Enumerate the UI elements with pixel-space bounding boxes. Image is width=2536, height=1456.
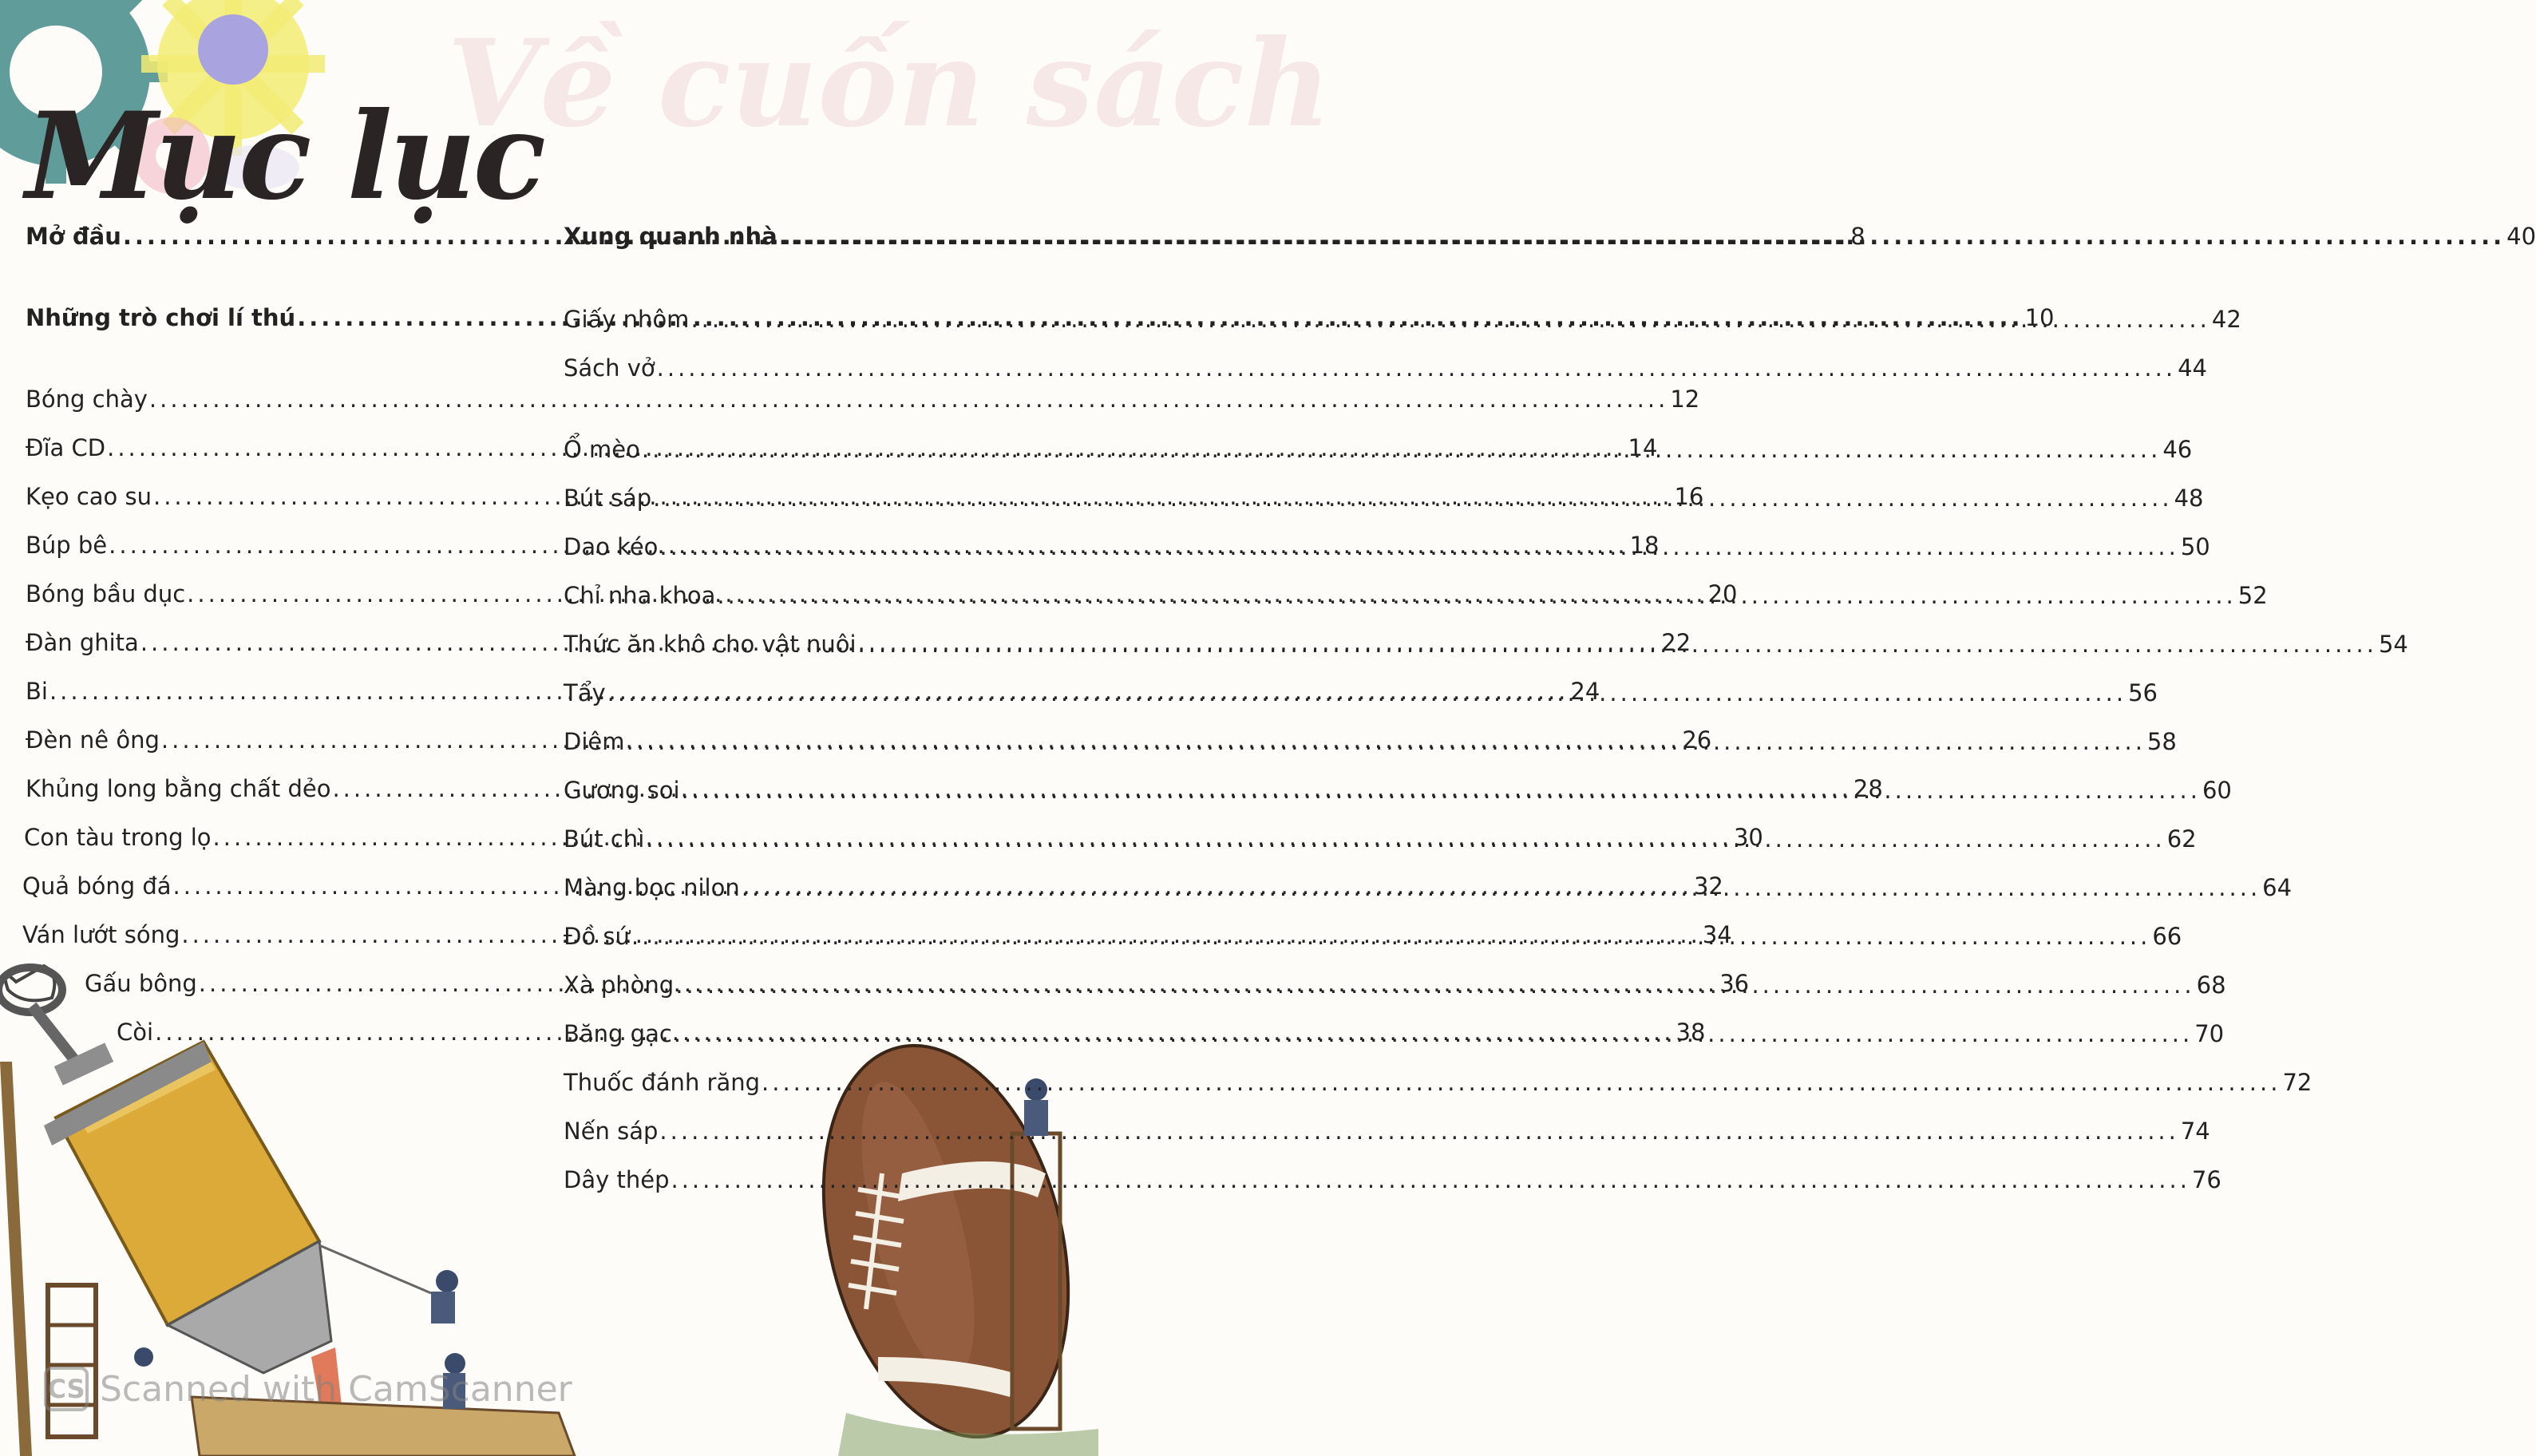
toc-entry-page: 58 [2146, 728, 2177, 755]
toc-entry-label: Dây thép [564, 1166, 670, 1193]
toc-entry-page: 76 [2191, 1166, 2221, 1193]
leader-dots [717, 581, 2236, 610]
toc-entry-label: Bóng chày [26, 386, 148, 413]
toc-entry-page: 22 [1661, 629, 1691, 656]
leader-dots [659, 532, 2178, 561]
toc-entry-page: 18 [1629, 532, 1660, 559]
toc-entry-label: Bút sáp [564, 485, 652, 512]
toc-entry-label: Bút chì [564, 825, 645, 853]
leader-dots [642, 435, 2161, 464]
toc-entry-page: 70 [2194, 1020, 2225, 1047]
leader-dots [646, 825, 2165, 853]
toc-entry-page: 60 [2202, 777, 2232, 804]
toc-entry-page: 32 [1693, 872, 1723, 900]
toc-entry-label: Còi [117, 1019, 154, 1046]
toc-entry-label: Thuốc đánh răng [564, 1069, 761, 1096]
background-ghost-text: Về cuốn sách [447, 14, 1331, 154]
toc-entry-label: Gương soi [564, 777, 680, 804]
toc-entry-label: Đĩa CD [26, 434, 106, 461]
toc-entry-page: 44 [2178, 354, 2207, 382]
leader-dots [779, 222, 2505, 251]
toc-entry-label: Đồ sứ [564, 923, 630, 950]
leader-dots [631, 922, 2150, 951]
leader-dots [659, 1117, 2178, 1145]
toc-entry-label: Gấu bông [85, 970, 197, 997]
toc-entry-page: 24 [1570, 678, 1600, 705]
toc-entry-page: 26 [1682, 726, 1712, 754]
toc-entry-page: 10 [2024, 304, 2055, 331]
toc-entry-label: Màng bọc nilon [564, 874, 740, 901]
toc-entry-page: 52 [2237, 582, 2268, 609]
toc-entry [564, 354, 2207, 382]
toc-entry-label: Bóng bầu dục [26, 580, 186, 607]
toc-entry-label: Xà phòng [564, 971, 675, 999]
toc-entry-label: Tẩy [564, 679, 606, 706]
toc-entry-page: 64 [2262, 874, 2293, 901]
leader-dots [671, 1165, 2190, 1194]
toc-entry-page: 74 [2180, 1118, 2210, 1145]
toc-entry-label: Nến sáp [564, 1118, 659, 1145]
toc-entry-label: Băng gạc [564, 1020, 672, 1047]
toc-entry-page: 30 [1733, 824, 1763, 851]
leader-dots [626, 727, 2145, 756]
toc-entry-label: Những trò chơi lí thú [26, 304, 296, 331]
toc-entry-label: Búp bê [26, 532, 108, 559]
toc-entry-label: Diêm [564, 728, 625, 755]
toc-entry-label: Giấy nhôm [564, 306, 690, 333]
toc-entry-label: Ván lướt sóng [22, 921, 180, 948]
toc-entry-page: 72 [2282, 1069, 2312, 1096]
toc-entry-label: Con tàu trong lọ [24, 824, 212, 851]
leader-dots [657, 354, 2176, 382]
toc-entry-page: 28 [1853, 775, 1883, 802]
toc-entry-page: 34 [1702, 921, 1732, 948]
camscanner-logo: CS [44, 1367, 89, 1411]
toc-entry-page: 20 [1707, 580, 1738, 607]
toc-entry-page: 46 [2162, 436, 2193, 463]
toc-entry-label: Sách vở [564, 354, 655, 382]
toc-entry-page: 16 [1674, 483, 1704, 510]
toc-entry [564, 1068, 2312, 1097]
leader-dots [675, 971, 2194, 999]
leader-dots [690, 305, 2210, 334]
toc-entry-page: 68 [2196, 971, 2226, 999]
toc-entry [26, 385, 1700, 413]
toc-entry-label: Đàn ghita [26, 629, 139, 656]
toc-entry-page: 38 [1676, 1019, 1706, 1046]
toc-entry-label: Khủng long bằng chất dẻo [26, 775, 331, 802]
leader-dots [149, 385, 1668, 413]
leader-dots [742, 873, 2261, 902]
toc-entry-label: Dao kéo [564, 533, 659, 560]
toc-entry-page: 56 [2128, 679, 2158, 706]
toc-entry [564, 1117, 2210, 1145]
watermark-text: Scanned with CamScanner [100, 1368, 572, 1410]
toc-entry-page: 50 [2180, 533, 2210, 560]
toc-entry-label: Bi [26, 678, 48, 705]
toc-entry-page: 66 [2152, 923, 2182, 950]
toc-entry-label: Thức ăn khô cho vật nuôi [564, 631, 857, 658]
toc-entry-page: 14 [1628, 434, 1658, 461]
toc-entry-page: 42 [2211, 306, 2241, 333]
toc-entry-label: Quả bóng đá [22, 872, 172, 900]
toc-entry-label: Kẹo cao su [26, 483, 152, 510]
toc-entry-label: Mở đầu [26, 223, 121, 250]
page-title: Mục lục [26, 85, 544, 227]
toc-entry-page: 12 [1670, 386, 1700, 413]
leader-dots [858, 630, 2377, 659]
toc-entry-label: Chỉ nha khoa [564, 582, 716, 609]
toc-entry-page: 48 [2174, 485, 2204, 512]
leader-dots [607, 679, 2127, 707]
toc-entry-page: 36 [1719, 970, 1750, 997]
camscanner-watermark [44, 1367, 572, 1411]
toc-entry-page: 40 [2506, 223, 2536, 250]
toc-entry-label: Đèn nê ông [26, 726, 160, 754]
leader-dots [762, 1068, 2281, 1097]
leader-dots [674, 1019, 2193, 1048]
toc-entry-page: 8 [1850, 223, 1865, 250]
toc-entry-page: 62 [2166, 825, 2197, 853]
toc-entry-label: Xung quanh nhà [564, 223, 777, 250]
toc-entry-page: 54 [2378, 631, 2408, 658]
toc-entry-label: Ổ mèo [564, 436, 640, 463]
leader-dots [653, 484, 2172, 512]
toc-entry [564, 222, 2536, 251]
toc-entry [564, 1165, 2221, 1194]
leader-dots [682, 776, 2201, 805]
